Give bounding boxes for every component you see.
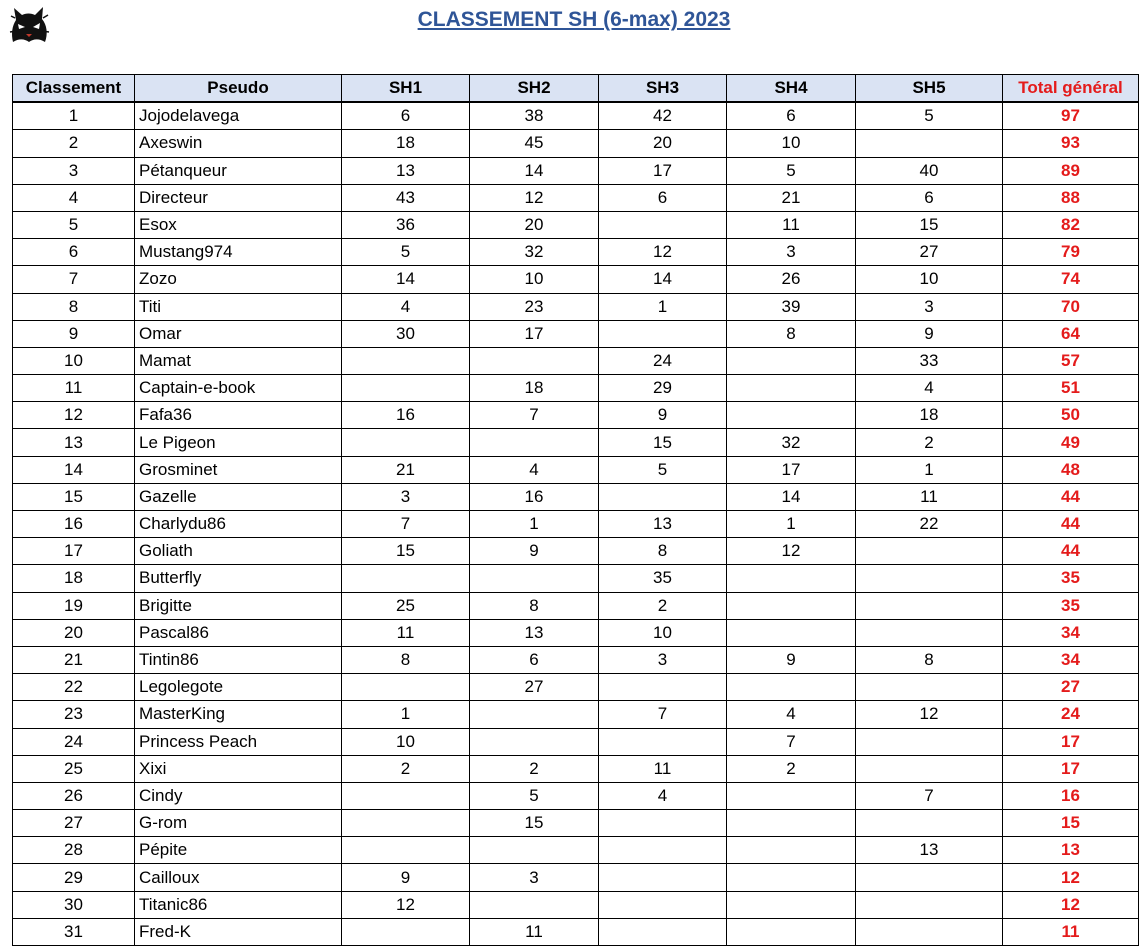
sh1-cell: 8 (342, 646, 470, 673)
sh1-cell (342, 429, 470, 456)
table-row (13, 483, 1139, 510)
pseudo-cell: Titi (135, 293, 342, 320)
total-cell: 13 (1003, 837, 1139, 864)
rank-cell: 28 (13, 837, 135, 864)
sh5-cell: 22 (856, 511, 1003, 538)
total-cell: 15 (1003, 810, 1139, 837)
sh3-cell: 8 (599, 538, 727, 565)
pseudo-cell: Axeswin (135, 130, 342, 157)
sh3-cell: 7 (599, 701, 727, 728)
sh4-cell: 4 (727, 701, 856, 728)
total-cell: 34 (1003, 619, 1139, 646)
total-cell: 17 (1003, 728, 1139, 755)
sh3-cell (599, 483, 727, 510)
pseudo-cell: Le Pigeon (135, 429, 342, 456)
total-cell: 27 (1003, 674, 1139, 701)
sh5-cell: 13 (856, 837, 1003, 864)
sh5-cell (856, 891, 1003, 918)
sh4-cell (727, 402, 856, 429)
sh4-cell (727, 810, 856, 837)
rank-cell: 29 (13, 864, 135, 891)
sh2-cell: 11 (470, 918, 599, 945)
sh2-cell (470, 347, 599, 374)
total-cell: 48 (1003, 456, 1139, 483)
total-cell: 93 (1003, 130, 1139, 157)
table-row (13, 184, 1139, 211)
sh2-cell: 5 (470, 782, 599, 809)
column-header-sh4: SH4 (727, 75, 856, 103)
sh3-cell (599, 810, 727, 837)
sh1-cell: 11 (342, 619, 470, 646)
total-cell: 51 (1003, 375, 1139, 402)
sh5-cell: 2 (856, 429, 1003, 456)
sh3-cell (599, 320, 727, 347)
sh2-cell: 7 (470, 402, 599, 429)
table-row (13, 402, 1139, 429)
sh2-cell: 20 (470, 211, 599, 238)
sh4-cell (727, 837, 856, 864)
pseudo-cell: Xixi (135, 755, 342, 782)
sh4-cell: 2 (727, 755, 856, 782)
sh5-cell (856, 864, 1003, 891)
sh1-cell: 16 (342, 402, 470, 429)
total-cell: 97 (1003, 102, 1139, 130)
sh4-cell: 11 (727, 211, 856, 238)
sh1-cell (342, 918, 470, 945)
table-row (13, 293, 1139, 320)
total-cell: 49 (1003, 429, 1139, 456)
sh4-cell (727, 619, 856, 646)
sh2-cell: 14 (470, 157, 599, 184)
rank-cell: 23 (13, 701, 135, 728)
total-cell: 16 (1003, 782, 1139, 809)
sh4-cell (727, 592, 856, 619)
table-row (13, 701, 1139, 728)
table-row (13, 347, 1139, 374)
sh4-cell (727, 674, 856, 701)
sh1-cell: 15 (342, 538, 470, 565)
sh5-cell: 3 (856, 293, 1003, 320)
sh2-cell: 6 (470, 646, 599, 673)
sh3-cell (599, 211, 727, 238)
sh3-cell: 15 (599, 429, 727, 456)
rank-cell: 17 (13, 538, 135, 565)
sh1-cell: 30 (342, 320, 470, 347)
table-row (13, 782, 1139, 809)
rank-cell: 26 (13, 782, 135, 809)
table-row (13, 157, 1139, 184)
sh2-cell: 15 (470, 810, 599, 837)
rank-cell: 20 (13, 619, 135, 646)
sh2-cell (470, 891, 599, 918)
sh5-cell: 8 (856, 646, 1003, 673)
pseudo-cell: Tintin86 (135, 646, 342, 673)
table-row (13, 130, 1139, 157)
pseudo-cell: Omar (135, 320, 342, 347)
sh4-cell (727, 347, 856, 374)
total-cell: 70 (1003, 293, 1139, 320)
sh1-cell (342, 782, 470, 809)
table-row (13, 239, 1139, 266)
rank-cell: 25 (13, 755, 135, 782)
sh3-cell: 14 (599, 266, 727, 293)
sh2-cell: 4 (470, 456, 599, 483)
sh5-cell: 5 (856, 102, 1003, 130)
table-row (13, 456, 1139, 483)
table-row (13, 565, 1139, 592)
sh1-cell: 21 (342, 456, 470, 483)
sh3-cell: 2 (599, 592, 727, 619)
pseudo-cell: Directeur (135, 184, 342, 211)
rank-cell: 12 (13, 402, 135, 429)
sh4-cell: 1 (727, 511, 856, 538)
sh5-cell (856, 592, 1003, 619)
pseudo-cell: MasterKing (135, 701, 342, 728)
total-cell: 50 (1003, 402, 1139, 429)
sh2-cell (470, 837, 599, 864)
sh1-cell: 2 (342, 755, 470, 782)
column-header-sh1: SH1 (342, 75, 470, 103)
sh5-cell: 6 (856, 184, 1003, 211)
sh5-cell: 1 (856, 456, 1003, 483)
table-row (13, 375, 1139, 402)
sh1-cell (342, 674, 470, 701)
sh1-cell: 12 (342, 891, 470, 918)
sh2-cell: 10 (470, 266, 599, 293)
sh3-cell: 6 (599, 184, 727, 211)
total-cell: 44 (1003, 538, 1139, 565)
column-header-sh2: SH2 (470, 75, 599, 103)
pseudo-cell: Mustang974 (135, 239, 342, 266)
ranking-table-body (13, 102, 1139, 945)
pseudo-cell: Esox (135, 211, 342, 238)
sh2-cell: 9 (470, 538, 599, 565)
total-cell: 89 (1003, 157, 1139, 184)
rank-cell: 7 (13, 266, 135, 293)
sh1-cell: 14 (342, 266, 470, 293)
rank-cell: 8 (13, 293, 135, 320)
sh3-cell: 1 (599, 293, 727, 320)
sh4-cell: 8 (727, 320, 856, 347)
sh5-cell (856, 619, 1003, 646)
pseudo-cell: Gazelle (135, 483, 342, 510)
pseudo-cell: Zozo (135, 266, 342, 293)
total-cell: 12 (1003, 891, 1139, 918)
total-cell: 35 (1003, 565, 1139, 592)
sh5-cell (856, 918, 1003, 945)
sh5-cell (856, 674, 1003, 701)
sh5-cell: 12 (856, 701, 1003, 728)
sh3-cell: 5 (599, 456, 727, 483)
sh2-cell: 13 (470, 619, 599, 646)
rank-cell: 6 (13, 239, 135, 266)
sh1-cell: 25 (342, 592, 470, 619)
table-row (13, 429, 1139, 456)
sh4-cell: 32 (727, 429, 856, 456)
pseudo-cell: Goliath (135, 538, 342, 565)
pseudo-cell: Brigitte (135, 592, 342, 619)
sh4-cell: 3 (727, 239, 856, 266)
sh4-cell: 39 (727, 293, 856, 320)
sh4-cell (727, 864, 856, 891)
total-cell: 17 (1003, 755, 1139, 782)
rank-cell: 31 (13, 918, 135, 945)
sh3-cell: 17 (599, 157, 727, 184)
sh5-cell: 4 (856, 375, 1003, 402)
sh4-cell: 26 (727, 266, 856, 293)
sh1-cell (342, 810, 470, 837)
total-cell: 74 (1003, 266, 1139, 293)
sh4-cell: 14 (727, 483, 856, 510)
sh5-cell: 11 (856, 483, 1003, 510)
sh5-cell (856, 755, 1003, 782)
sh2-cell: 8 (470, 592, 599, 619)
rank-cell: 19 (13, 592, 135, 619)
sh2-cell: 12 (470, 184, 599, 211)
sh3-cell (599, 728, 727, 755)
rank-cell: 22 (13, 674, 135, 701)
table-row (13, 646, 1139, 673)
rank-cell: 21 (13, 646, 135, 673)
column-header-total: Total général (1003, 75, 1139, 103)
sh3-cell (599, 864, 727, 891)
sh2-cell (470, 565, 599, 592)
sh4-cell: 10 (727, 130, 856, 157)
total-cell: 24 (1003, 701, 1139, 728)
sh3-cell: 3 (599, 646, 727, 673)
rank-cell: 9 (13, 320, 135, 347)
sh5-cell: 9 (856, 320, 1003, 347)
sh4-cell (727, 918, 856, 945)
ranking-table (12, 74, 1139, 946)
sh4-cell: 17 (727, 456, 856, 483)
total-cell: 82 (1003, 211, 1139, 238)
rank-cell: 10 (13, 347, 135, 374)
pseudo-cell: Princess Peach (135, 728, 342, 755)
sh3-cell: 11 (599, 755, 727, 782)
sh5-cell: 40 (856, 157, 1003, 184)
rank-cell: 27 (13, 810, 135, 837)
total-cell: 57 (1003, 347, 1139, 374)
rank-cell: 1 (13, 102, 135, 130)
pseudo-cell: Cindy (135, 782, 342, 809)
table-row (13, 810, 1139, 837)
column-header-pseudo: Pseudo (135, 75, 342, 103)
table-row (13, 511, 1139, 538)
rank-cell: 4 (13, 184, 135, 211)
sh3-cell (599, 837, 727, 864)
total-cell: 12 (1003, 864, 1139, 891)
table-header-row (13, 75, 1139, 103)
sh3-cell: 35 (599, 565, 727, 592)
total-cell: 44 (1003, 483, 1139, 510)
sh1-cell: 6 (342, 102, 470, 130)
sh3-cell: 4 (599, 782, 727, 809)
sh2-cell: 16 (470, 483, 599, 510)
sh4-cell (727, 782, 856, 809)
sh4-cell: 6 (727, 102, 856, 130)
sh3-cell: 10 (599, 619, 727, 646)
sh5-cell (856, 565, 1003, 592)
rank-cell: 30 (13, 891, 135, 918)
sh1-cell (342, 837, 470, 864)
sh4-cell (727, 375, 856, 402)
total-cell: 11 (1003, 918, 1139, 945)
column-header-sh3: SH3 (599, 75, 727, 103)
sh1-cell: 3 (342, 483, 470, 510)
table-row (13, 266, 1139, 293)
pseudo-cell: Grosminet (135, 456, 342, 483)
sh2-cell: 1 (470, 511, 599, 538)
pseudo-cell: Pétanqueur (135, 157, 342, 184)
rank-cell: 24 (13, 728, 135, 755)
sh3-cell: 29 (599, 375, 727, 402)
sh1-cell: 9 (342, 864, 470, 891)
pseudo-cell: G-rom (135, 810, 342, 837)
sh4-cell (727, 565, 856, 592)
sh4-cell (727, 891, 856, 918)
table-row (13, 864, 1139, 891)
sh5-cell: 15 (856, 211, 1003, 238)
sh5-cell: 10 (856, 266, 1003, 293)
pseudo-cell: Pépite (135, 837, 342, 864)
pseudo-cell: Titanic86 (135, 891, 342, 918)
sh3-cell: 9 (599, 402, 727, 429)
sh2-cell: 18 (470, 375, 599, 402)
rank-cell: 15 (13, 483, 135, 510)
sh3-cell: 24 (599, 347, 727, 374)
sh2-cell (470, 728, 599, 755)
table-row (13, 619, 1139, 646)
sh1-cell (342, 565, 470, 592)
page-title: CLASSEMENT SH (6-max) 2023 (417, 8, 731, 31)
sh2-cell: 23 (470, 293, 599, 320)
total-cell: 34 (1003, 646, 1139, 673)
sh1-cell: 43 (342, 184, 470, 211)
sh3-cell: 42 (599, 102, 727, 130)
table-row (13, 320, 1139, 347)
table-row (13, 918, 1139, 945)
pseudo-cell: Jojodelavega (135, 102, 342, 130)
pseudo-cell: Pascal86 (135, 619, 342, 646)
rank-cell: 11 (13, 375, 135, 402)
sh5-cell (856, 810, 1003, 837)
sh2-cell: 38 (470, 102, 599, 130)
sh3-cell (599, 918, 727, 945)
sh3-cell: 13 (599, 511, 727, 538)
rank-cell: 2 (13, 130, 135, 157)
sh2-cell: 2 (470, 755, 599, 782)
pseudo-cell: Legolegote (135, 674, 342, 701)
sh3-cell: 12 (599, 239, 727, 266)
sh4-cell: 7 (727, 728, 856, 755)
sh3-cell (599, 891, 727, 918)
sh1-cell: 36 (342, 211, 470, 238)
sh1-cell: 10 (342, 728, 470, 755)
table-row (13, 891, 1139, 918)
table-row (13, 674, 1139, 701)
table-row (13, 211, 1139, 238)
sh2-cell: 3 (470, 864, 599, 891)
rank-cell: 18 (13, 565, 135, 592)
sh3-cell (599, 674, 727, 701)
sh5-cell: 33 (856, 347, 1003, 374)
sh2-cell (470, 429, 599, 456)
total-cell: 64 (1003, 320, 1139, 347)
sh1-cell: 13 (342, 157, 470, 184)
rank-cell: 3 (13, 157, 135, 184)
sh1-cell (342, 347, 470, 374)
sh5-cell (856, 130, 1003, 157)
pseudo-cell: Fafa36 (135, 402, 342, 429)
sh1-cell: 5 (342, 239, 470, 266)
rank-cell: 13 (13, 429, 135, 456)
rank-cell: 5 (13, 211, 135, 238)
table-row (13, 592, 1139, 619)
sh4-cell: 12 (727, 538, 856, 565)
sh5-cell: 27 (856, 239, 1003, 266)
pseudo-cell: Butterfly (135, 565, 342, 592)
sh2-cell: 17 (470, 320, 599, 347)
sh2-cell: 27 (470, 674, 599, 701)
total-cell: 88 (1003, 184, 1139, 211)
table-row (13, 837, 1139, 864)
sh4-cell: 21 (727, 184, 856, 211)
sh2-cell: 32 (470, 239, 599, 266)
sh3-cell: 20 (599, 130, 727, 157)
pseudo-cell: Charlydu86 (135, 511, 342, 538)
sh5-cell: 18 (856, 402, 1003, 429)
rank-cell: 14 (13, 456, 135, 483)
sh4-cell: 5 (727, 157, 856, 184)
total-cell: 44 (1003, 511, 1139, 538)
pseudo-cell: Cailloux (135, 864, 342, 891)
total-cell: 35 (1003, 592, 1139, 619)
rank-cell: 16 (13, 511, 135, 538)
pseudo-cell: Fred-K (135, 918, 342, 945)
column-header-classement: Classement (13, 75, 135, 103)
sh1-cell: 7 (342, 511, 470, 538)
sh4-cell: 9 (727, 646, 856, 673)
sh2-cell: 45 (470, 130, 599, 157)
sh2-cell (470, 701, 599, 728)
sh1-cell (342, 375, 470, 402)
column-header-sh5: SH5 (856, 75, 1003, 103)
sh5-cell (856, 538, 1003, 565)
table-row (13, 728, 1139, 755)
sh1-cell: 1 (342, 701, 470, 728)
total-cell: 79 (1003, 239, 1139, 266)
sh1-cell: 18 (342, 130, 470, 157)
sh5-cell: 7 (856, 782, 1003, 809)
table-row (13, 102, 1139, 130)
sh1-cell: 4 (342, 293, 470, 320)
pseudo-cell: Captain-e-book (135, 375, 342, 402)
table-row (13, 755, 1139, 782)
pseudo-cell: Mamat (135, 347, 342, 374)
sh5-cell (856, 728, 1003, 755)
table-row (13, 538, 1139, 565)
